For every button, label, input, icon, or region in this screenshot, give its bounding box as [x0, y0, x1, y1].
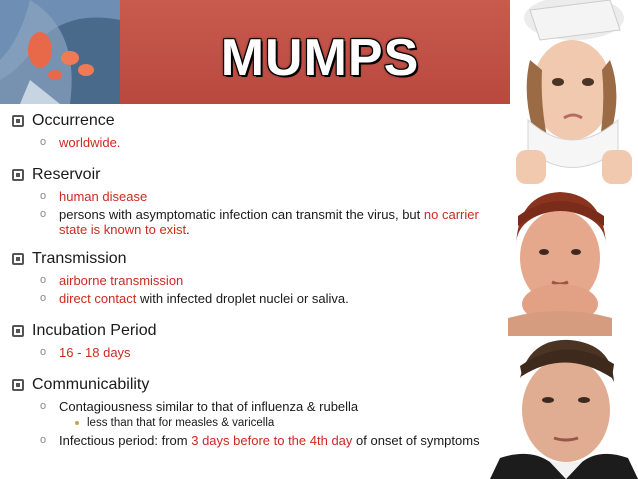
item-tail: . — [186, 222, 190, 237]
circle-bullet-icon: o — [40, 292, 47, 304]
circle-bullet-icon: o — [40, 208, 47, 220]
salivary-gland-anatomy-image — [0, 0, 120, 104]
item-text: less than that for measles & varicella — [87, 417, 275, 429]
list-item — [0, 135, 500, 150]
square-bullet-icon — [12, 379, 24, 391]
list-item — [0, 291, 500, 306]
list-item — [0, 433, 500, 448]
item-text: worldwide. — [59, 135, 121, 150]
item-highlight: no carrier state is known to exist — [59, 207, 479, 237]
section-title: Incubation Period — [32, 322, 157, 339]
circle-bullet-icon: o — [40, 190, 47, 202]
child-with-bandaged-jaw-photo — [510, 0, 638, 184]
square-bullet-icon — [12, 169, 24, 181]
list-item — [0, 273, 500, 288]
circle-bullet-icon: o — [40, 434, 47, 446]
section-communicability — [0, 376, 500, 448]
item-text: human disease — [59, 189, 148, 204]
child-with-swollen-neck-photo — [508, 186, 612, 336]
item-tail: with infected droplet nuclei or saliva. — [136, 291, 349, 306]
list-item — [0, 345, 500, 360]
item-tail: of onset of symptoms — [352, 433, 480, 448]
section-reservoir — [0, 166, 500, 237]
circle-bullet-icon: o — [40, 400, 47, 412]
item-highlight: direct contact — [59, 291, 137, 306]
section-title: Reservoir — [32, 166, 101, 183]
item-text: airborne transmission — [59, 273, 184, 288]
circle-bullet-icon: o — [40, 346, 47, 358]
section-incubation-period — [0, 322, 500, 360]
section-title: Transmission — [32, 250, 127, 267]
square-bullet-icon — [12, 325, 24, 337]
list-item — [0, 399, 500, 414]
square-bullet-icon — [12, 115, 24, 127]
item-text: persons with asymptomatic infection can transmit the virus, but — [59, 207, 424, 222]
slide-title: MUMPS — [220, 29, 420, 87]
list-item — [0, 189, 500, 204]
section-title: Occurrence — [32, 112, 115, 129]
circle-bullet-icon: o — [40, 274, 47, 286]
item-text: Infectious period: from — [59, 433, 192, 448]
item-highlight: 3 days before to the 4th day — [191, 433, 353, 448]
section-title: Communicability — [32, 376, 150, 393]
young-man-with-swollen-jaw-photo — [490, 338, 638, 479]
sub-list-item — [0, 416, 500, 430]
item-text: Contagiousness similar to that of influenza & rubella — [59, 399, 359, 414]
list-item — [0, 207, 500, 237]
section-occurrence — [0, 112, 500, 150]
section-transmission — [0, 250, 500, 306]
item-text: 16 - 18 days — [59, 345, 131, 360]
circle-bullet-icon: o — [40, 136, 47, 148]
dot-bullet-icon — [75, 421, 79, 425]
square-bullet-icon — [12, 253, 24, 265]
